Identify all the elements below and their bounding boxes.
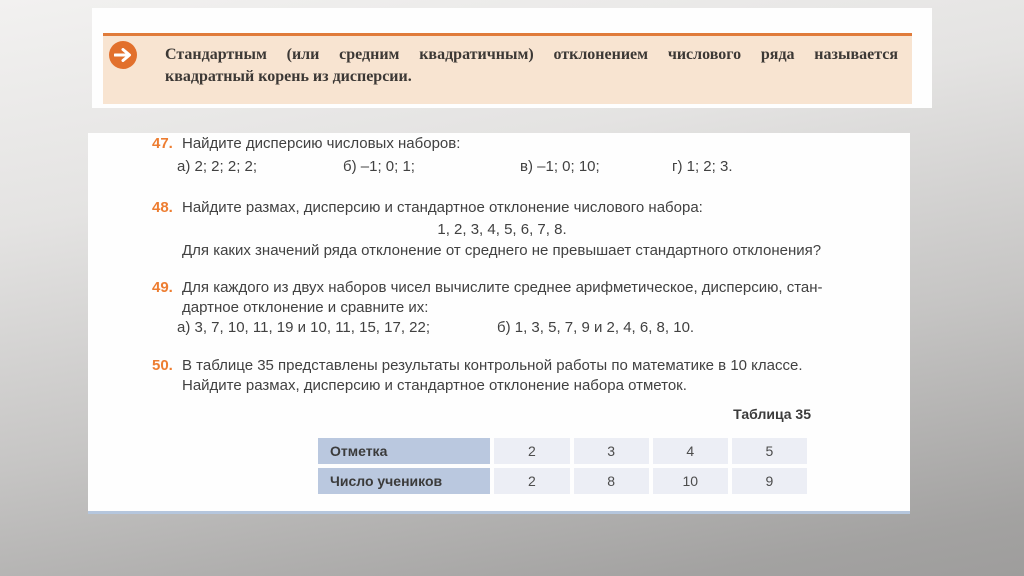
problem-47-text: Найдите дисперсию числовых наборов: [182,135,461,152]
problem-47-number: 47. [152,135,173,152]
problem-48-text: Найдите размах, дисперсию и стандартное отклонение числового набора: [182,199,703,216]
option-b: б) 1, 3, 5, 7, 9 и 2, 4, 6, 8, 10. [497,319,695,336]
table-caption: Таблица 35 [733,406,811,422]
option-a: а) 2; 2; 2; 2; [177,158,258,175]
problem-48-followup: Для каких значений ряда отклонение от среднего не превышает стандартного отклонения? [182,242,822,259]
definition-text [165,44,898,88]
problems-panel [88,133,910,514]
problem-48-number: 48. [152,199,173,216]
problem-50 [152,356,896,396]
count-cell: 8 [574,468,649,494]
problem-48-number-set: 1, 2, 3, 4, 5, 6, 7, 8. [437,221,567,238]
mark-cell: 2 [494,438,569,464]
count-cell: 2 [494,468,569,494]
option-a: а) 3, 7, 10, 11, 19 и 10, 11, 15, 17, 22; [177,319,431,336]
mark-cell: 5 [732,438,807,464]
definition-banner [103,33,912,104]
table-row [318,468,807,494]
definition-line1: Стандартным (или средним квадратичным) отклонением числового ряда называется [165,46,898,63]
problem-48 [152,198,896,261]
count-cell: 9 [732,468,807,494]
problem-47-options [177,157,896,177]
problem-50-line2: Найдите размах, дисперсию и стандартное отклонение набора отметок. [182,377,687,394]
definition-line2: квадратный корень из дисперсии. [165,68,412,85]
problem-47 [152,134,896,177]
row-label-students: Число учеников [318,468,490,494]
option-v: в) –1; 0; 10; [520,158,600,175]
count-cell: 10 [653,468,728,494]
problem-49 [152,278,896,338]
arrow-right-icon [109,41,137,69]
problem-50-line1: В таблице 35 представлены результаты контрольной работы по математике в 10 классе. [182,357,803,374]
table-row [318,438,807,464]
marks-table [314,434,811,498]
option-g: г) 1; 2; 3. [672,158,733,175]
row-label-marks: Отметка [318,438,490,464]
problem-49-number: 49. [152,279,173,296]
problem-49-options [177,318,896,338]
problem-49-line2: дартное отклонение и сравните их: [182,299,429,316]
problem-49-line1: Для каждого из двух наборов чисел вычислите среднее арифметическое, дисперсию, стан- [182,279,823,296]
problem-50-number: 50. [152,357,173,374]
option-b: б) –1; 0; 1; [343,158,415,175]
mark-cell: 3 [574,438,649,464]
mark-cell: 4 [653,438,728,464]
